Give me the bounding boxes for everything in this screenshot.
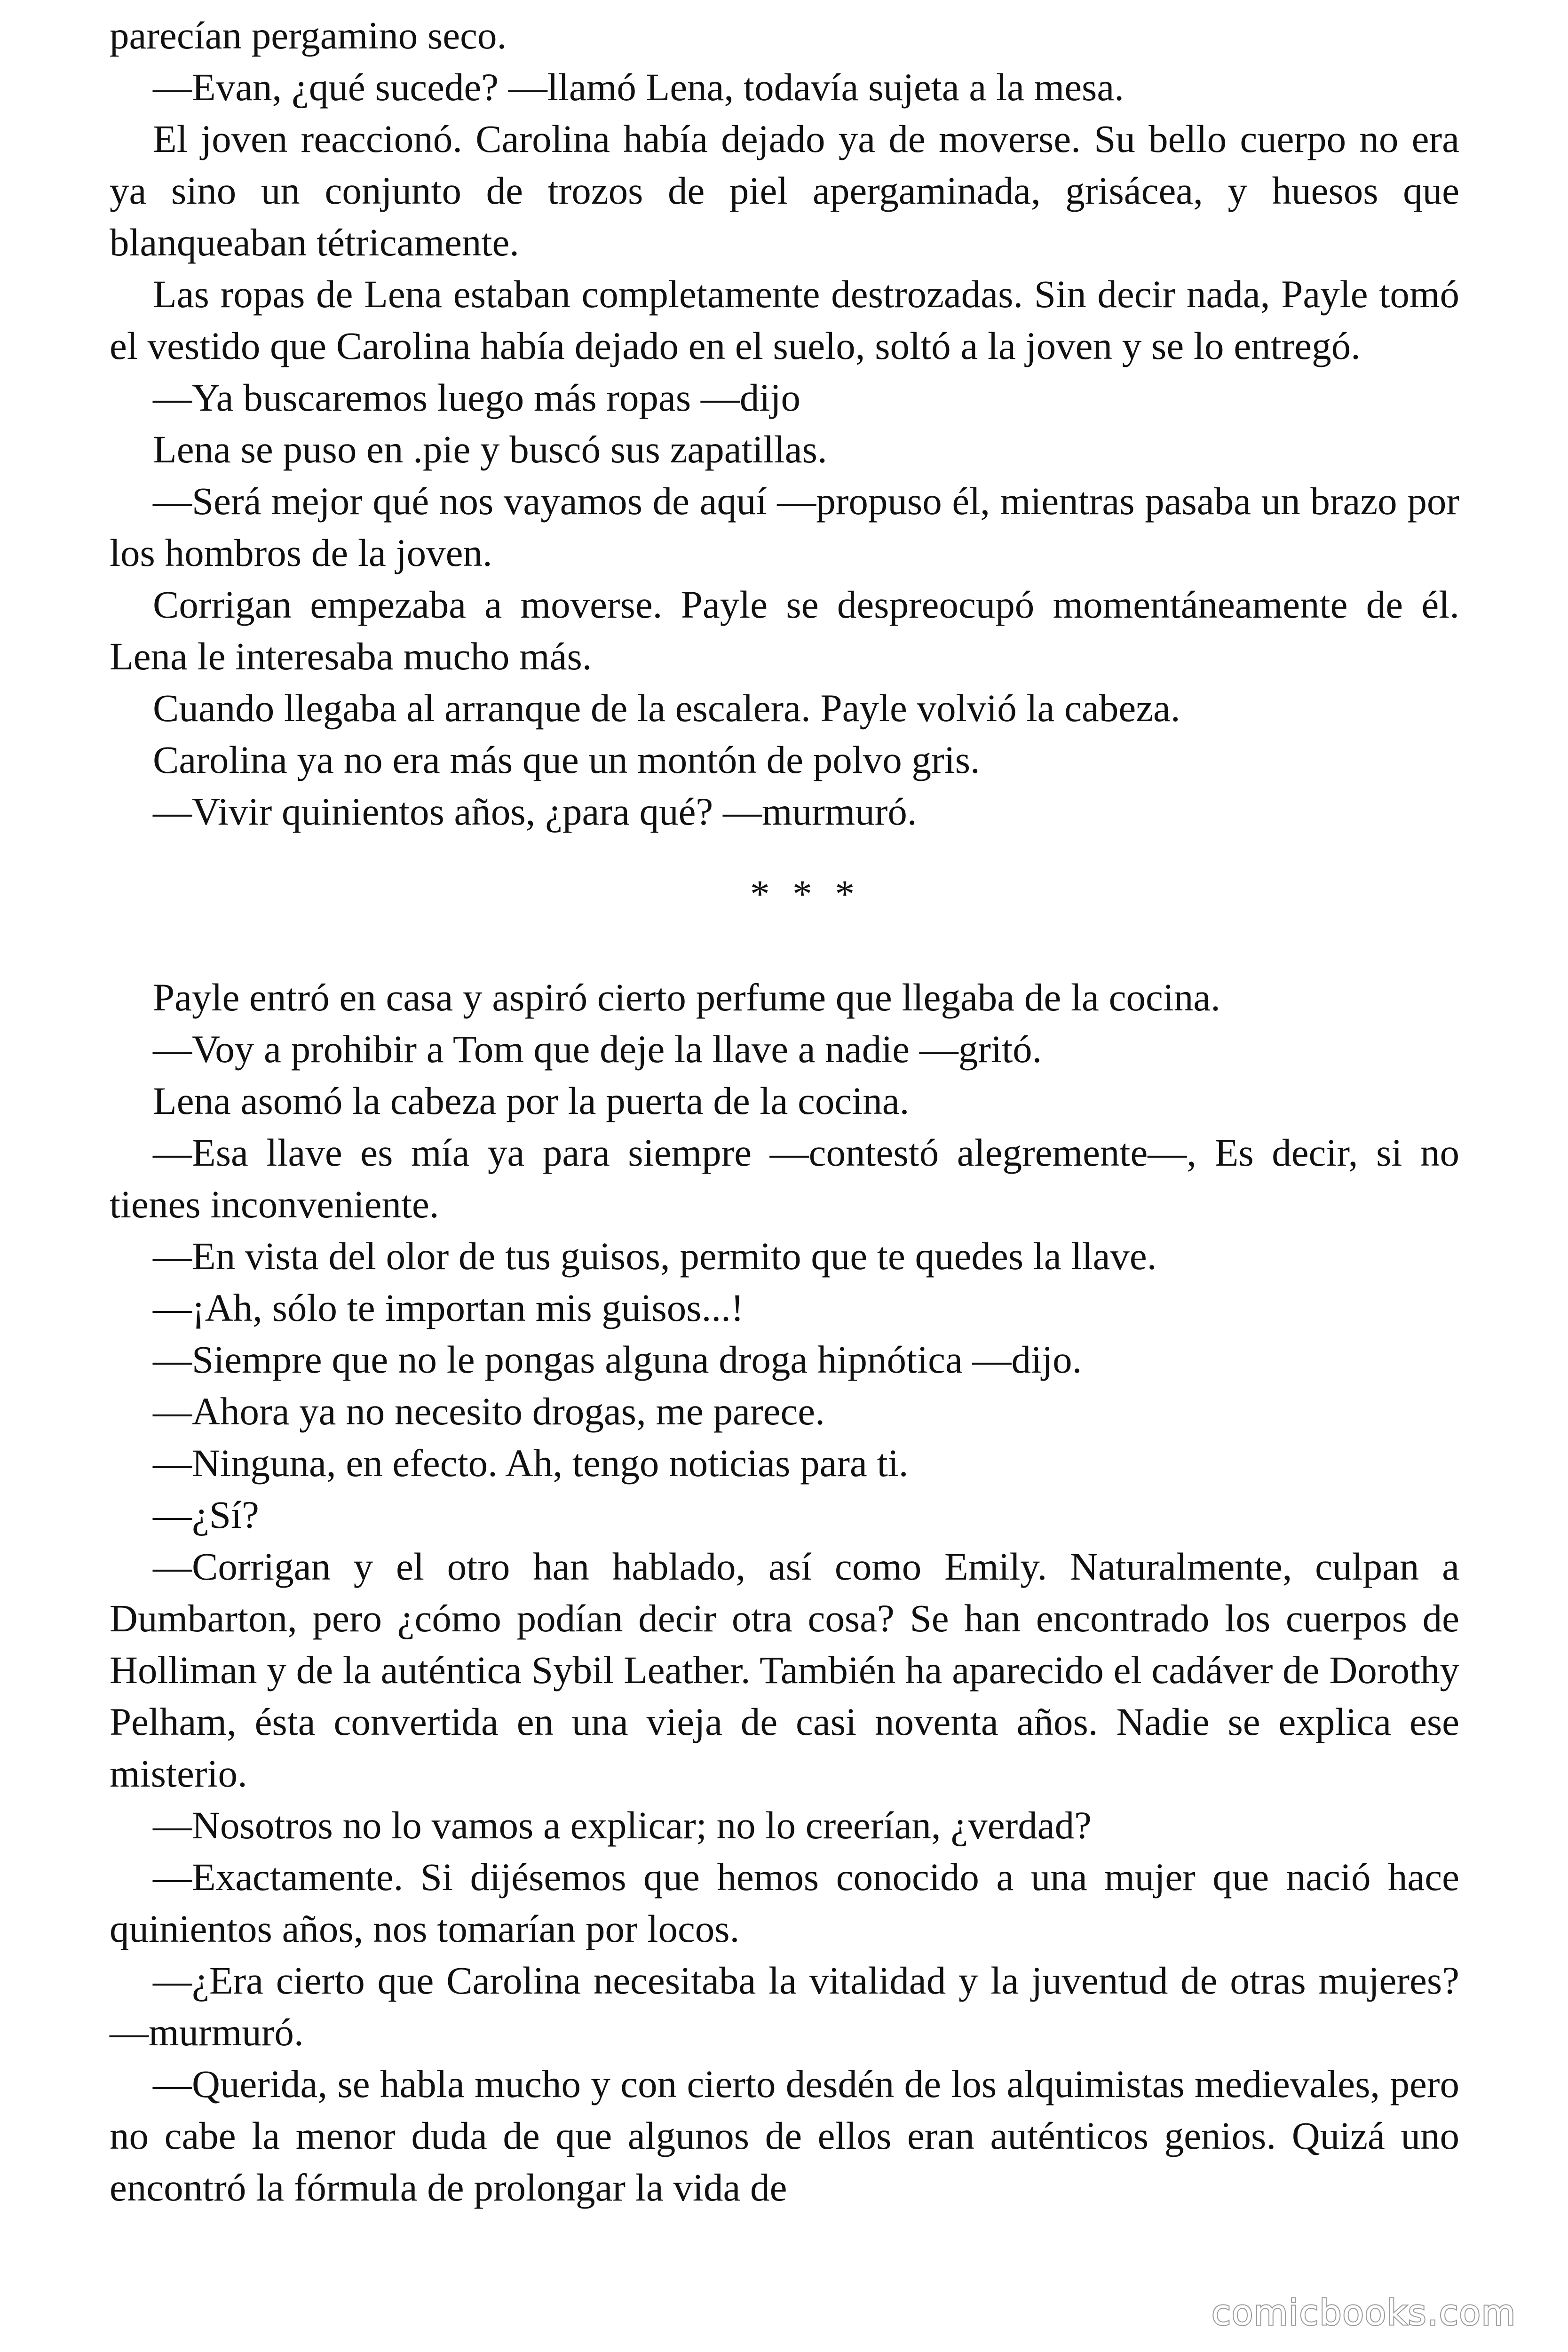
paragraph: —¿Era cierto que Carolina necesitaba la vitalidad y la juventud de otras mujeres? —murmuró.: [110, 1959, 1459, 2054]
paragraph: —Corrigan y el otro han hablado, así como Emily. Naturalmente, culpan a Dumbarton, pero ¿cómo podían decir otra cosa? Se han encontrado los cuerpos de Holliman y de la auténtica Sybil Leather. También ha aparecido el cadáver de Dorothy Pelham, ésta convertida en una vieja de casi noventa años. Nadie se explica ese misterio.: [110, 1545, 1459, 1795]
paragraph: —Siempre que no le pongas alguna droga hipnótica —dijo.: [153, 1338, 1082, 1381]
paragraph: Carolina ya no era más que un montón de polvo gris.: [153, 738, 980, 781]
paragraph: —Nosotros no lo vamos a explicar; no lo creerían, ¿verdad?: [153, 1804, 1092, 1847]
paragraph: —En vista del olor de tus guisos, permito que te quedes la llave.: [153, 1234, 1157, 1278]
paragraph: parecían pergamino seco.: [110, 14, 507, 57]
paragraph: —Ninguna, en efecto. Ah, tengo noticias para ti.: [153, 1441, 909, 1485]
text-block-top: [110, 9, 1459, 837]
paragraph: Cuando llegaba al arranque de la escalera. Payle volvió la cabeza.: [153, 686, 1180, 730]
paragraph: —Querida, se habla mucho y con cierto desdén de los alquimistas medievales, pero no cabe la menor duda de que algunos de ellos eran auténticos genios. Quizá uno encontró la fórmula de prolongar la vida de: [110, 2062, 1459, 2209]
paragraph: —Vivir quinientos años, ¿para qué? —murmuró.: [153, 790, 917, 833]
paragraph: —Será mejor qué nos vayamos de aquí —propuso él, mientras pasaba un brazo por los hombros de la joven.: [110, 479, 1459, 574]
text-block-bottom: [110, 971, 1459, 2213]
watermark-logo: comicbooks.com: [1212, 2293, 1516, 2333]
paragraph: —Evan, ¿qué sucede? —llamó Lena, todavía sujeta a la mesa.: [153, 65, 1124, 109]
paragraph: Payle entró en casa y aspiró cierto perfume que llegaba de la cocina.: [153, 976, 1220, 1019]
paragraph: —Exactamente. Si dijésemos que hemos conocido a una mujer que nació hace quinientos años, nos tomarían por locos.: [110, 1855, 1459, 1950]
book-page: [110, 9, 1459, 2213]
paragraph: —Esa llave es mía ya para siempre —contestó alegremente—, Es decir, si no tienes inconveniente.: [110, 1131, 1459, 1226]
paragraph: Corrigan empezaba a moverse. Payle se despreocupó momentáneamente de él. Lena le interesaba mucho más.: [110, 583, 1459, 678]
paragraph: Lena asomó la cabeza por la puerta de la cocina.: [153, 1079, 910, 1122]
paragraph: —¿Sí?: [153, 1493, 259, 1536]
paragraph: —¡Ah, sólo te importan mis guisos...!: [153, 1286, 744, 1329]
paragraph: El joven reaccionó. Carolina había dejado ya de moverse. Su bello cuerpo no era ya sino un conjunto de trozos de piel apergaminada, grisácea, y huesos que blanqueaban tétricamente.: [110, 117, 1459, 264]
paragraph: —Ya buscaremos luego más ropas —dijo: [153, 376, 801, 419]
paragraph: —Ahora ya no necesito drogas, me parece.: [153, 1390, 825, 1433]
section-separator: * * *: [750, 872, 861, 915]
paragraph: Lena se puso en .pie y buscó sus zapatillas.: [153, 428, 827, 471]
paragraph: —Voy a prohibir a Tom que deje la llave a nadie —gritó.: [153, 1027, 1042, 1071]
paragraph: Las ropas de Lena estaban completamente destrozadas. Sin decir nada, Payle tomó el vestido que Carolina había dejado en el suelo, soltó a la joven y se lo entregó.: [110, 272, 1459, 367]
